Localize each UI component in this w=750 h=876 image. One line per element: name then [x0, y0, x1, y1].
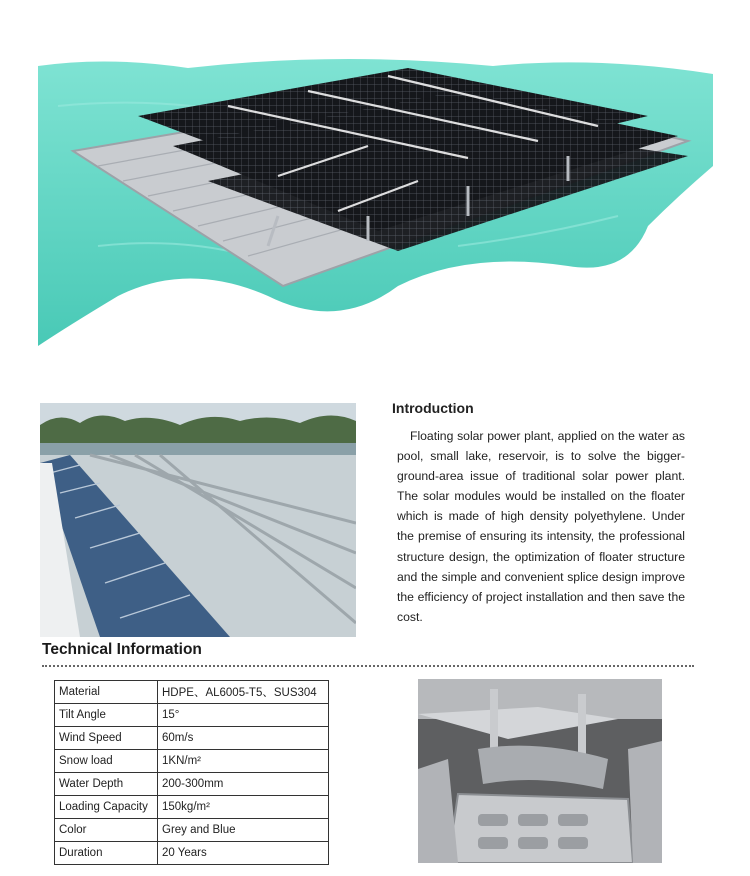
spec-label: Duration — [55, 842, 158, 865]
table-row — [55, 773, 329, 796]
spec-value: Grey and Blue — [158, 819, 329, 842]
table-row — [55, 704, 329, 727]
spec-table — [54, 680, 329, 865]
spec-label: Tilt Angle — [55, 704, 158, 727]
spec-value: 15° — [158, 704, 329, 727]
spec-label: Color — [55, 819, 158, 842]
floater-closeup-photo — [418, 679, 662, 863]
spec-value: 1KN/m² — [158, 750, 329, 773]
spec-label: Loading Capacity — [55, 796, 158, 819]
table-row — [55, 681, 329, 704]
spec-label: Snow load — [55, 750, 158, 773]
spec-value: 150kg/m² — [158, 796, 329, 819]
spec-label: Material — [55, 681, 158, 704]
intro-text: Floating solar power plant, applied on the water as pool, small lake, reservoir, is to solve the bigger-ground-area issue of traditional solar power plant. The solar modules would be installed on the floater which is made of high density polyethylene. Under the premise of ensuring its intensity, the professional structure design, the optimization of floater structure and the simple and convenient splice design improve the efficiency of project installation and then save the cost. — [397, 429, 685, 624]
spec-label: Water Depth — [55, 773, 158, 796]
table-row — [55, 750, 329, 773]
intro-title: Introduction — [392, 400, 474, 416]
spec-value: HDPE、AL6005-T5、SUS304 — [158, 681, 329, 704]
floating-solar-hero-image — [38, 46, 713, 346]
table-row — [55, 819, 329, 842]
spec-label: Wind Speed — [55, 727, 158, 750]
dotted-divider — [42, 665, 694, 667]
table-row — [55, 796, 329, 819]
spec-value: 60m/s — [158, 727, 329, 750]
spec-value: 200-300mm — [158, 773, 329, 796]
floating-plant-photo — [40, 403, 356, 637]
table-row — [55, 842, 329, 865]
tech-title: Technical Information — [42, 641, 202, 658]
table-row — [55, 727, 329, 750]
spec-value: 20 Years — [158, 842, 329, 865]
